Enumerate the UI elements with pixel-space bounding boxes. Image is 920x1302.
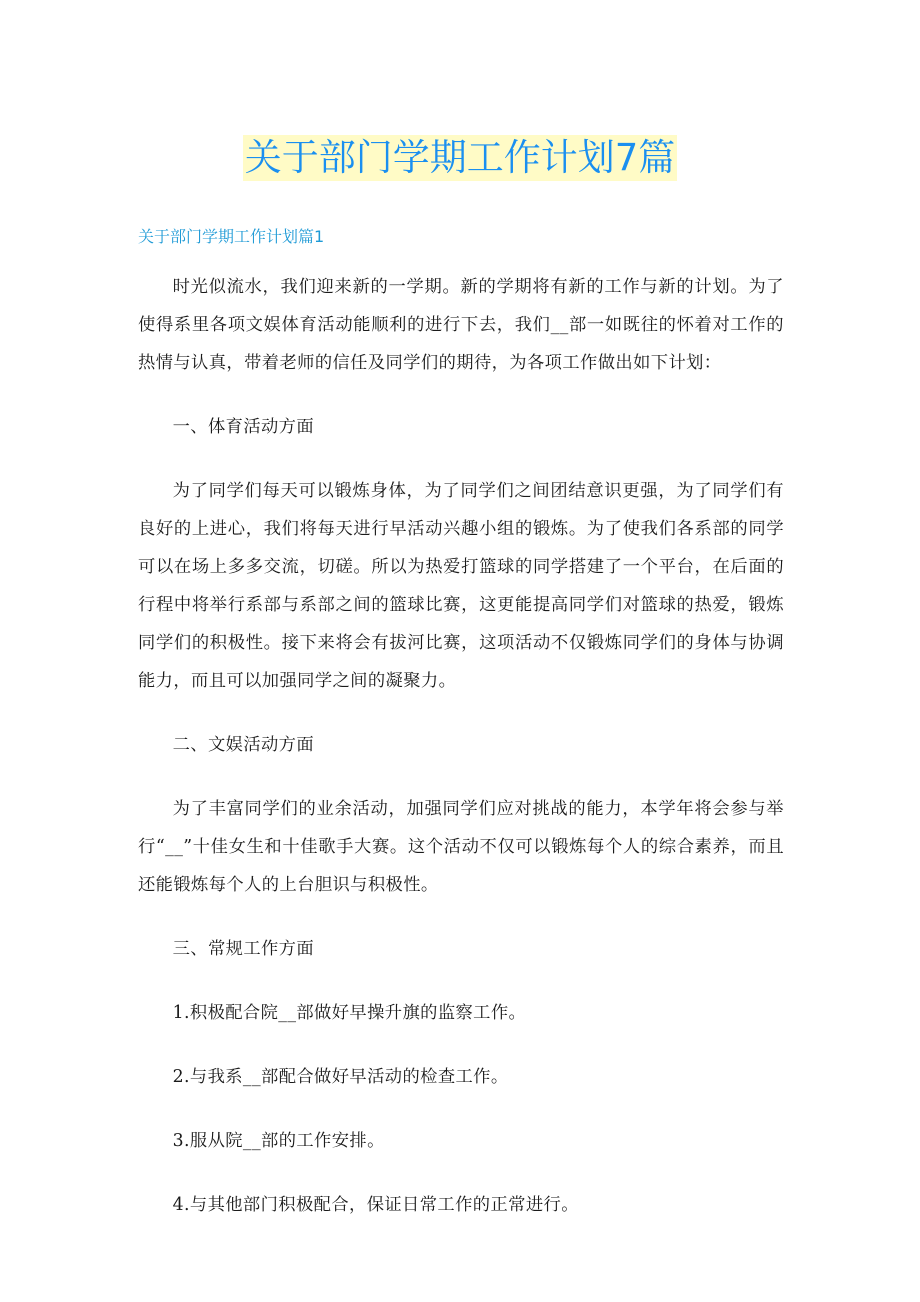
- list-item: 2.与我系__部配合做好早活动的检查工作。: [172, 1067, 509, 1087]
- document-body: [138, 224, 784, 1224]
- document-title: 关于部门学期工作计划7篇: [244, 136, 676, 179]
- spacer: [138, 700, 784, 726]
- spacer: [138, 250, 784, 268]
- spacer: [138, 446, 784, 472]
- spacer: [138, 968, 784, 994]
- list-item: 4.与其他部门积极配合，保证日常工作的正常进行。: [172, 1195, 579, 1215]
- spacer: [138, 904, 784, 930]
- list-item: 3.服从院__部的工作安排。: [172, 1131, 385, 1151]
- intro-paragraph: 时光似流水，我们迎来新的一学期。新的学期将有新的工作与新的计划。为了使得系里各项文娱体育活动能顺利的进行下去，我们__部一如既往的怀着对工作的热情与认真，带着老师的信任及同学们的期待，为各项工作做出如下计划：: [138, 277, 784, 373]
- list-item: 1.积极配合院__部做好早操升旗的监察工作。: [172, 1003, 527, 1023]
- section-heading-sports: 一、体育活动方面: [172, 417, 315, 437]
- spacer: [138, 764, 784, 790]
- section-heading-routine: 三、常规工作方面: [172, 939, 315, 959]
- section-title: 关于部门学期工作计划篇1: [138, 227, 325, 246]
- spacer: [138, 1032, 784, 1058]
- section-heading-entertainment: 二、文娱活动方面: [172, 735, 315, 755]
- spacer: [138, 1096, 784, 1122]
- sports-paragraph: 为了同学们每天可以锻炼身体，为了同学们之间团结意识更强，为了同学们有良好的上进心，我们将每天进行早活动兴趣小组的锻炼。为了使我们各系部的同学可以在场上多多交流，切磋。所以为热爱打篮球的同学搭建了一个平台，在后面的行程中将举行系部与系部之间的篮球比赛，这更能提高同学们对篮球的热爱，锻炼同学们的积极性。接下来将会有拔河比赛，这项活动不仅锻炼同学们的身体与协调能力，而且可以加强同学之间的凝聚力。: [138, 481, 784, 691]
- entertainment-paragraph: 为了丰富同学们的业余活动，加强同学们应对挑战的能力，本学年将会参与举行“__”十佳女生和十佳歌手大赛。这个活动不仅可以锻炼每个人的综合素养，而且还能锻炼每个人的上台胆识与积极性。: [138, 799, 784, 895]
- spacer: [138, 382, 784, 408]
- title-container: [0, 135, 920, 181]
- spacer: [138, 1160, 784, 1186]
